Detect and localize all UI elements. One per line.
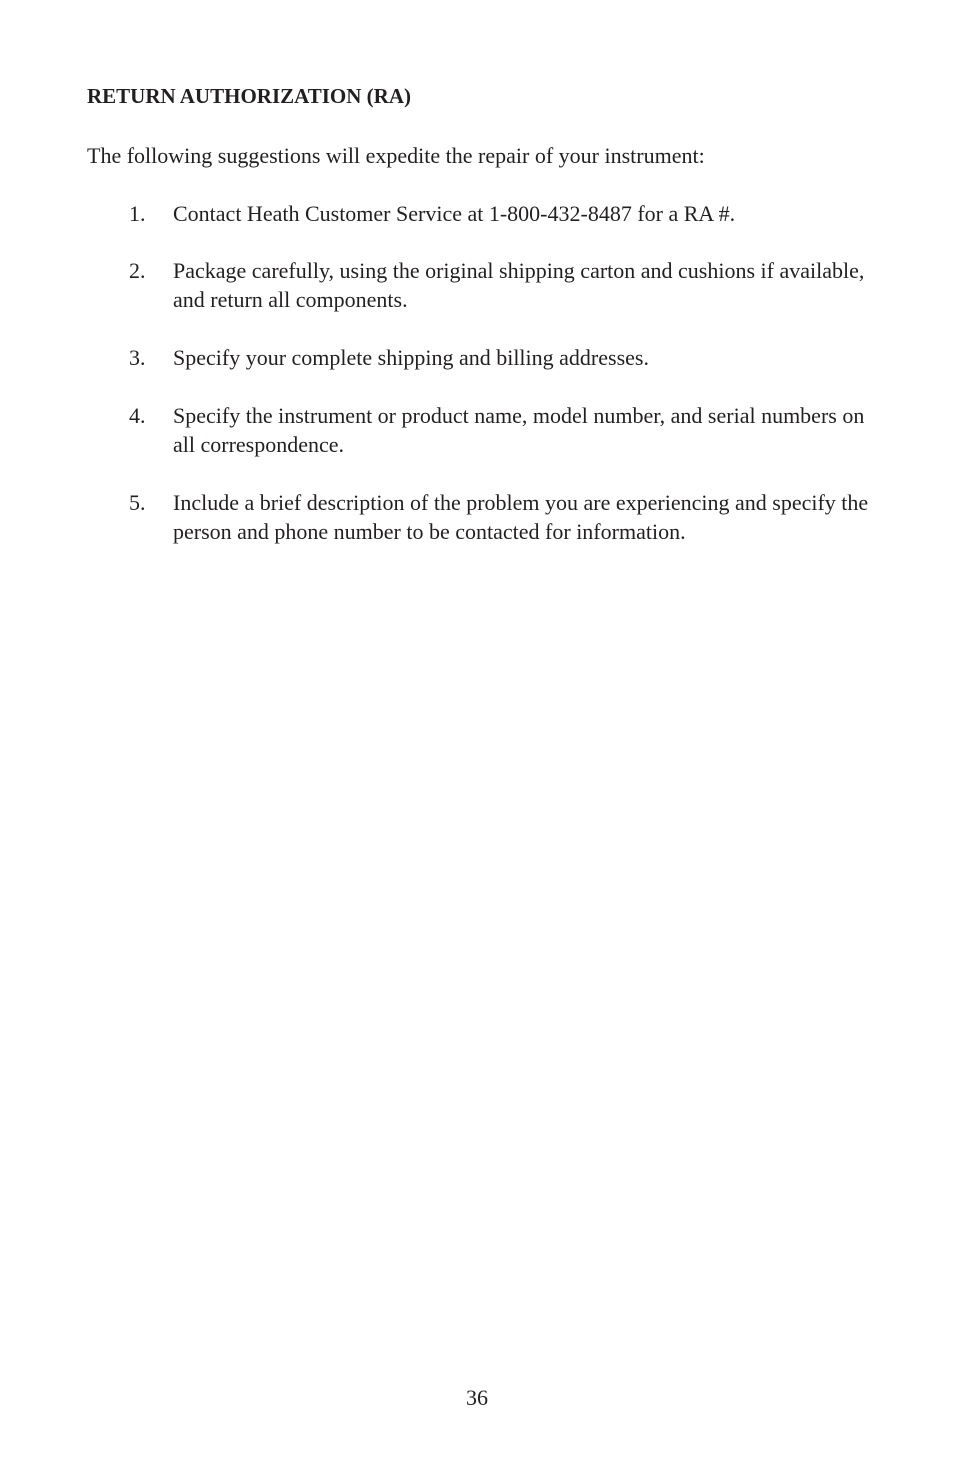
list-item-text: Include a brief description of the problem you are experiencing and specify the person and phone number to be contacted for information. [173, 490, 869, 544]
section-heading: RETURN AUTHORIZATION (RA) [87, 84, 411, 108]
list-item-text: Specify the instrument or product name, model number, and serial numbers on all correspondence. [173, 403, 865, 457]
intro-paragraph: The following suggestions will expedite the repair of your instrument: [87, 143, 705, 168]
page-number: 36 [466, 1385, 488, 1410]
list-item-text: Specify your complete shipping and billing addresses. [173, 345, 649, 370]
list-item-number: 2. [129, 258, 146, 283]
list-item-number: 1. [129, 201, 146, 226]
list-item-number: 3. [129, 345, 146, 370]
list-item-number: 4. [129, 403, 146, 428]
list-item-text: Package carefully, using the original shipping carton and cushions if available, and return all components. [173, 258, 865, 312]
list-item-number: 5. [129, 490, 146, 515]
list-item-text: Contact Heath Customer Service at 1-800-432-8487 for a RA #. [173, 201, 736, 226]
